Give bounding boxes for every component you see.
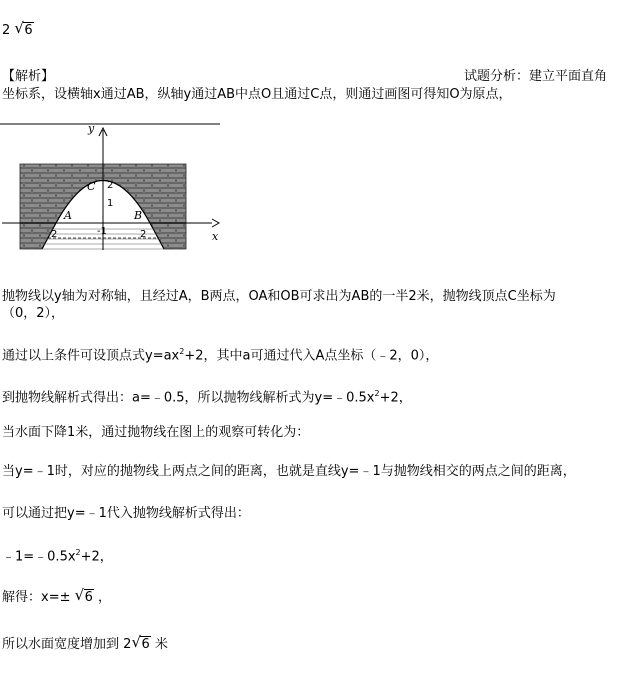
step-6: 可以通过把y=﹣1代入抛物线解析式得出： [2, 506, 250, 521]
analysis-intro-line2: 坐标系，设横轴x通过AB，纵轴y通过AB中点O且通过C点，则通过画图可得知O为原点， [2, 87, 512, 102]
step-5: 当y=﹣1时，对应的抛物线上两点之间的距离，也就是直线y=﹣1与抛物线相交的两点之间的距离， [2, 464, 576, 479]
step-3 [2, 385, 412, 407]
tick-1: 1 [107, 198, 114, 209]
label-C: C [87, 180, 96, 193]
step-7-pre: ﹣1=﹣0.5x [2, 549, 76, 565]
step-3-pre: 到抛物线解析式得出：a=﹣0.5，所以抛物线解析式为y=﹣0.5x [2, 390, 375, 406]
step-8-sqrt [74, 586, 94, 607]
step-9-sqrt [131, 633, 150, 654]
radical-sign-icon: √ [131, 633, 141, 651]
step-4: 当水面下降1米，通过抛物线在图上的观察可转化为： [2, 425, 310, 440]
radical-sign-icon: √ [14, 19, 24, 37]
tick-minus2: 2 [51, 229, 58, 240]
step-2 [2, 343, 438, 365]
step-7-sup: 2 [75, 548, 81, 557]
label-x: x [212, 230, 219, 243]
label-B: B [134, 209, 143, 222]
answer-sqrt [14, 19, 33, 40]
step-9-pre: 所以水面宽度增加到 [2, 637, 120, 652]
step-9-radicand: 6 [141, 637, 150, 652]
radical-sign-icon: √ [74, 586, 85, 604]
parabola-bridge-figure [0, 118, 225, 258]
step-1a: 抛物线以y轴为对称轴，且经过A，B两点，OA和OB可求出为AB的一半2米，抛物线顶点C坐标为 [2, 289, 556, 304]
step-1b: （0，2）， [2, 306, 65, 321]
step-7 [2, 544, 113, 566]
label-y: y [88, 122, 95, 135]
answer-radicand: 6 [24, 23, 33, 38]
analysis-tag: 【解析】 [2, 69, 55, 84]
step-2-sup: 2 [179, 347, 185, 356]
answer-coef: 2 [2, 23, 11, 38]
x-axis-arrow-icon [212, 219, 219, 227]
analysis-intro-right: 试题分析：建立平面直角 [464, 69, 608, 84]
step-8-radicand: 6 [84, 590, 93, 605]
step-8-post: ， [98, 590, 112, 605]
tick-2: 2 [107, 180, 114, 191]
step-9 [2, 633, 168, 654]
step-9-post: 米 [154, 637, 168, 652]
label-A: A [64, 209, 72, 222]
tick-plus2: 2 [140, 229, 147, 240]
step-3-post: +2， [379, 390, 412, 406]
step-2-pre: 通过以上条件可设顶点式y=ax [2, 348, 180, 364]
step-8-pre: 解得：x=± [2, 590, 71, 605]
step-8 [2, 586, 112, 607]
step-9-coef: 2 [123, 637, 132, 652]
step-2-post: +2，其中a可通过代入A点坐标（﹣2，0）， [184, 348, 439, 364]
step-3-sup: 2 [374, 389, 380, 398]
label-origin-ticks: -1 [97, 226, 107, 237]
answer-line [2, 19, 34, 40]
step-7-post: +2， [80, 549, 113, 565]
